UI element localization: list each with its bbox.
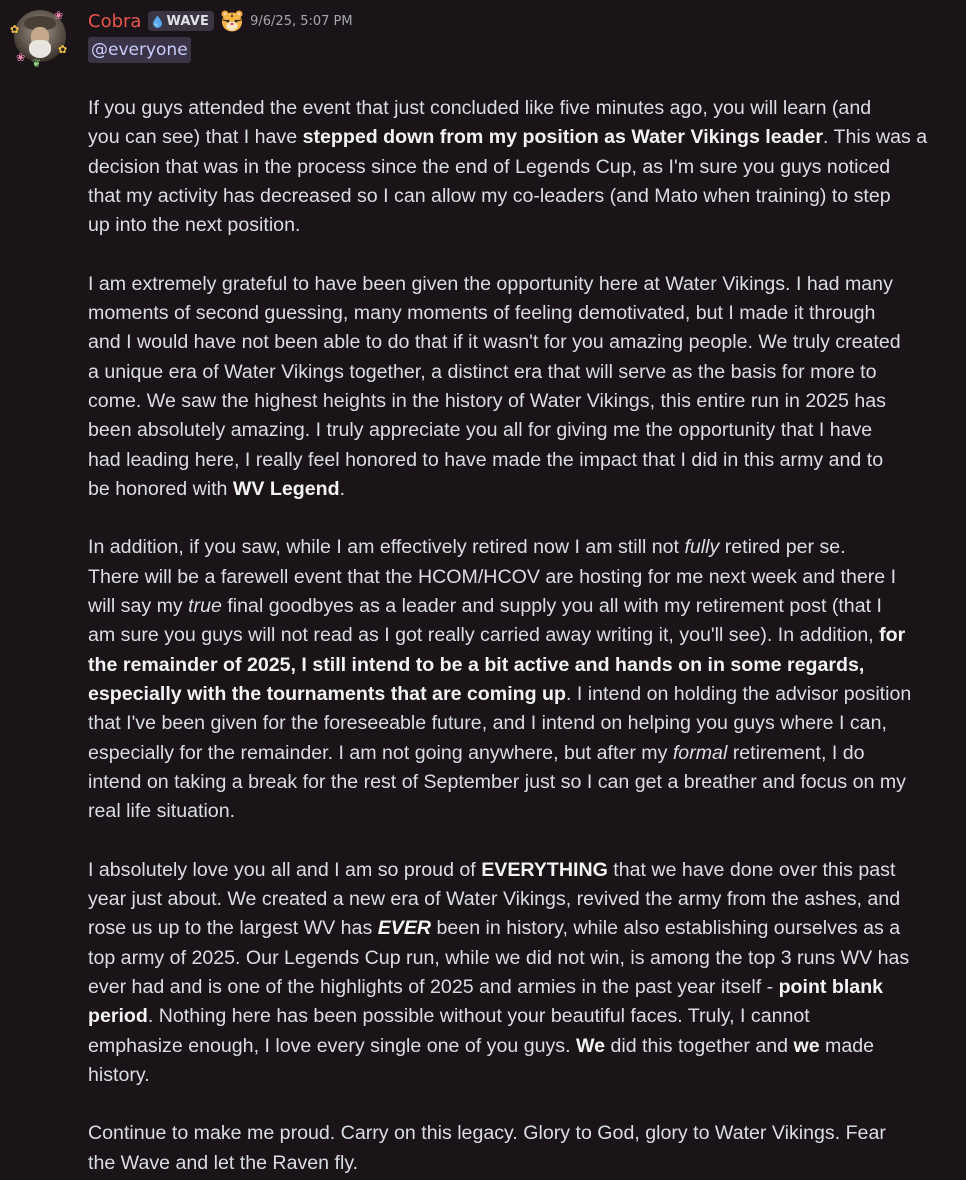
message-line — [88, 914, 948, 943]
message-line — [88, 299, 948, 328]
message-line — [88, 621, 948, 650]
message-line — [88, 416, 948, 445]
text-run: that we have done over this past — [607, 858, 896, 881]
text-run: the Wave and let the Raven fly. — [88, 1151, 359, 1174]
text-run: that I've been given for the foreseeable future, and I intend on helping you guys where I can, — [88, 712, 887, 735]
avatar-beard — [29, 40, 51, 58]
message-line — [88, 973, 948, 1002]
bold-text: period — [88, 1005, 148, 1028]
flower-decoration-icon: ✿ — [10, 23, 20, 36]
text-run: retired per se. — [719, 536, 846, 559]
text-run: decision that was in the process since the end of Legends Cup, as I'm sure you guys noticed — [88, 155, 891, 178]
text-run: real life situation. — [88, 800, 236, 823]
flower-decoration-icon: ❀ — [54, 9, 64, 22]
bold-text — [378, 917, 431, 939]
bold-text: We — [575, 1034, 606, 1057]
text-run: top army of 2025. Our Legends Cup run, while we did not win, is among the top 3 runs WV has — [88, 946, 910, 969]
text-run: Continue to make me proud. Carry on this legacy. Glory to God, glory to Water Vikings. Fear — [88, 1122, 886, 1145]
message-line — [88, 123, 948, 152]
bold-text: we — [793, 1034, 820, 1057]
message-line — [88, 885, 948, 914]
message-line — [88, 211, 948, 240]
text-run: In addition, if you saw, while I am effectively retired now I am still not — [88, 536, 685, 559]
message-line — [88, 153, 948, 182]
message-line — [88, 475, 948, 504]
text-run: and I would have not been able to do that if it wasn't for you amazing people. We truly created — [88, 331, 901, 354]
text-run: year just about. We created a new era of Water Vikings, revived the army from the ashes, and — [88, 888, 901, 911]
message-line — [88, 446, 948, 475]
message-header — [88, 8, 353, 34]
text-run: had leading here, I really feel honored to have made the impact that I did in this army and to — [88, 448, 884, 471]
tiger-face-icon — [220, 9, 244, 33]
text-run: up into the next position. — [88, 214, 301, 237]
text-run: I absolutely love you all and I am so proud of — [88, 858, 482, 881]
message-line — [88, 944, 948, 973]
bold-text: stepped down from my position as Water Vikings leader — [302, 126, 824, 149]
flower-decoration-icon: ❀ — [16, 51, 26, 64]
text-run: ever had and is one of the highlights of 2025 and armies in the past year itself - — [88, 975, 779, 998]
message-paragraph — [88, 270, 948, 504]
text-run: . This was a — [823, 126, 928, 149]
message-paragraph — [88, 1119, 948, 1178]
text-run: be honored with — [88, 477, 233, 500]
message-line — [88, 563, 948, 592]
message-line — [88, 797, 948, 826]
bold-text: for — [879, 624, 906, 647]
text-run: moments of second guessing, many moments of feeling demotivated, but I made it through — [88, 302, 876, 325]
message-line — [88, 1061, 948, 1090]
text-run: . Nothing here has been possible without your beautiful faces. Truly, I cannot — [147, 1005, 810, 1028]
message-line — [88, 1119, 948, 1148]
message-line — [88, 270, 948, 299]
text-run: been absolutely amazing. I truly appreciate you all for giving me the opportunity that I have — [88, 419, 873, 442]
message-paragraph — [88, 533, 948, 826]
text-run: especially for the remainder. I am not going anywhere, but after my — [88, 741, 673, 764]
message-line — [88, 387, 948, 416]
message-line — [88, 94, 948, 123]
text-run: retirement, I do — [727, 741, 865, 764]
message-line — [88, 680, 948, 709]
text-run: . I intend on holding the advisor position — [565, 682, 912, 705]
message-line — [88, 709, 948, 738]
message-line — [88, 592, 948, 621]
bold-text: the remainder of 2025, I still intend to be a bit active and hands on in some regards, — [88, 653, 865, 676]
avatar-with-decoration[interactable] — [8, 4, 70, 70]
message-line — [88, 358, 948, 387]
bold-text: especially with the tournaments that are coming up — [88, 682, 566, 705]
text-run: history. — [88, 1063, 150, 1086]
message-line — [88, 182, 948, 211]
everyone-mention[interactable]: @everyone — [88, 37, 191, 63]
water-drop-icon — [152, 15, 163, 28]
message-line — [88, 1002, 948, 1031]
italic-text: formal — [672, 741, 728, 764]
text-run: come. We saw the highest heights in the history of Water Vikings, this entire run in 2025 has — [88, 389, 886, 412]
message-paragraph — [88, 856, 948, 1090]
leaf-decoration-icon: ❦ — [32, 57, 42, 70]
bold-text: point blank — [778, 975, 884, 998]
text-run: final goodbyes as a leader and supply you all with my retirement post (that I — [221, 595, 882, 618]
text-run: emphasize enough, I love every single one of you guys. — [88, 1034, 576, 1057]
text-run: did this together and — [605, 1034, 794, 1057]
italic-text: fully — [684, 536, 720, 559]
italic-text: true — [188, 595, 222, 618]
text-run: If you guys attended the event that just concluded like five minutes ago, you will learn (and — [88, 97, 872, 119]
message-line — [88, 1149, 948, 1178]
text-run: intend on taking a break for the rest of September just so I can get a breather and focus on my — [88, 770, 906, 793]
bold-text: EVERYTHING — [481, 858, 608, 881]
message-line — [88, 651, 948, 680]
message-line — [88, 1032, 948, 1061]
text-run: . — [339, 477, 346, 500]
text-run: you can see) that I have — [88, 126, 303, 149]
flower-decoration-icon: ✿ — [58, 43, 68, 56]
text-run: made — [819, 1034, 875, 1057]
username[interactable]: Cobra — [88, 10, 142, 32]
text-run: a unique era of Water Vikings together, a distinct era that will serve as the basis for more to — [88, 360, 877, 383]
message-line — [88, 739, 948, 768]
text-run: been in history, while also establishing ourselves as a — [431, 917, 901, 940]
message-content — [88, 94, 948, 1180]
text-run: rose us up to the largest WV has — [88, 917, 378, 940]
message-line — [88, 533, 948, 562]
message-line — [88, 768, 948, 797]
text-run: There will be a farewell event that the HCOM/HCOV are hosting for me next week and there I — [88, 565, 897, 588]
message-line — [88, 328, 948, 357]
bold-text: WV Legend — [232, 477, 340, 500]
message-timestamp[interactable]: 9/6/25, 5:07 PM — [250, 13, 353, 29]
text-run: am sure you guys will not read as I got really carried away writing it, you'll see). In addition, — [88, 624, 880, 647]
server-tag-label: WAVE — [166, 13, 210, 29]
bold-italic-text: EVER — [377, 917, 432, 940]
server-tag[interactable] — [148, 11, 214, 31]
message-line — [88, 856, 948, 885]
message-paragraph — [88, 94, 948, 240]
text-run: will say my — [88, 595, 189, 618]
text-run: I am extremely grateful to have been given the opportunity here at Water Vikings. I had many — [88, 272, 893, 295]
text-run: that my activity has decreased so I can allow my co-leaders (and Mato when training) to step — [88, 184, 891, 207]
